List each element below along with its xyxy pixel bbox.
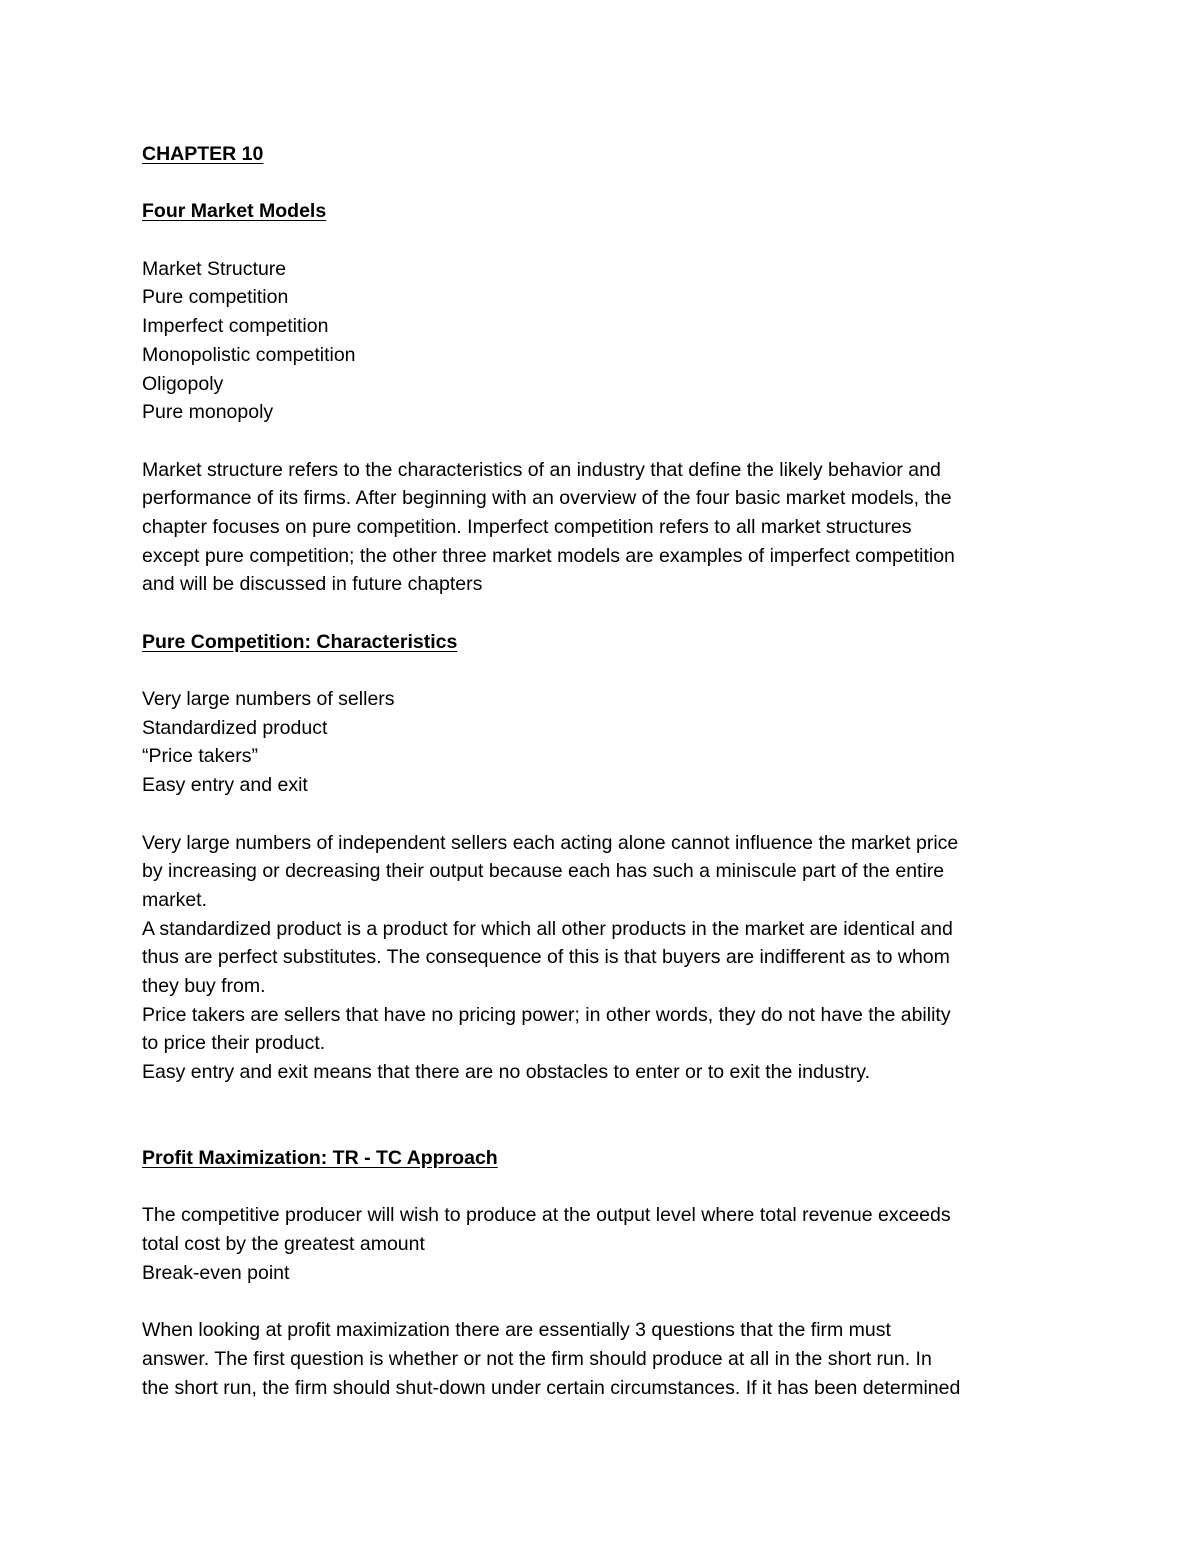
list-item: Monopolistic competition <box>142 343 356 366</box>
profit-maximization-list <box>142 1201 1072 1287</box>
paragraph-line: performance of its firms. After beginning with an overview of the four basic market models, the <box>142 487 952 510</box>
spacer <box>142 800 1072 829</box>
paragraph-line: they buy from. <box>142 974 266 997</box>
paragraph-line: Market structure refers to the characteristics of an industry that define the likely behavior and <box>142 458 941 481</box>
paragraph-line: to price their product. <box>142 1032 326 1055</box>
list-item: Pure competition <box>142 286 289 309</box>
list-item: Break-even point <box>142 1261 290 1284</box>
spacer <box>142 427 1072 456</box>
profit-maximization-paragraph <box>142 1316 1072 1402</box>
market-structure-paragraph <box>142 456 1072 599</box>
characteristics-paragraph <box>142 829 1072 1087</box>
paragraph-line: chapter focuses on pure competition. Imperfect competition refers to all market structures <box>142 515 912 538</box>
spacer <box>142 1115 1072 1144</box>
list-item: Pure monopoly <box>142 401 274 424</box>
market-models-list <box>142 255 1072 427</box>
document-page <box>142 140 1072 1402</box>
spacer <box>142 599 1072 628</box>
paragraph-line: Price takers are sellers that have no pricing power; in other words, they do not have the ability <box>142 1003 951 1026</box>
paragraph-line: market. <box>142 888 208 911</box>
list-item: total cost by the greatest amount <box>142 1233 425 1256</box>
spacer <box>142 169 1072 198</box>
section-heading-profit-maximization: Profit Maximization: TR - TC Approach <box>142 1147 498 1170</box>
list-item: Very large numbers of sellers <box>142 688 395 711</box>
list-item: “Price takers” <box>142 745 258 768</box>
paragraph-line: by increasing or decreasing their output because each has such a miniscule part of the entire <box>142 860 945 883</box>
spacer <box>142 1087 1072 1116</box>
chapter-title: CHAPTER 10 <box>142 143 264 165</box>
spacer <box>142 1173 1072 1202</box>
list-item: Market Structure <box>142 257 287 280</box>
paragraph-line: except pure competition; the other three market models are examples of imperfect competition <box>142 544 955 567</box>
paragraph-line: the short run, the firm should shut-down under certain circumstances. If it has been determined <box>142 1376 961 1399</box>
spacer <box>142 1288 1072 1317</box>
paragraph-line: Easy entry and exit means that there are no obstacles to enter or to exit the industry. <box>142 1061 871 1083</box>
list-item: Standardized product <box>142 716 328 739</box>
paragraph-line: Very large numbers of independent sellers each acting alone cannot influence the market price <box>142 831 959 854</box>
list-item: The competitive producer will wish to produce at the output level where total revenue exceeds <box>142 1204 951 1227</box>
spacer <box>142 656 1072 685</box>
characteristics-list <box>142 685 1072 800</box>
paragraph-line: thus are perfect substitutes. The consequence of this is that buyers are indifferent as to whom <box>142 946 950 969</box>
list-item: Oligopoly <box>142 372 224 395</box>
paragraph-line: and will be discussed in future chapters <box>142 573 483 596</box>
list-item: Easy entry and exit <box>142 774 308 797</box>
paragraph-line: answer. The first question is whether or not the firm should produce at all in the short run. In <box>142 1347 932 1370</box>
paragraph-line: A standardized product is a product for which all other products in the market are identical and <box>142 917 953 940</box>
list-item: Imperfect competition <box>142 315 329 338</box>
spacer <box>142 226 1072 255</box>
paragraph-line: When looking at profit maximization there are essentially 3 questions that the firm must <box>142 1319 891 1342</box>
section-heading-four-market-models: Four Market Models <box>142 200 327 223</box>
section-heading-pure-competition: Pure Competition: Characteristics <box>142 630 458 653</box>
